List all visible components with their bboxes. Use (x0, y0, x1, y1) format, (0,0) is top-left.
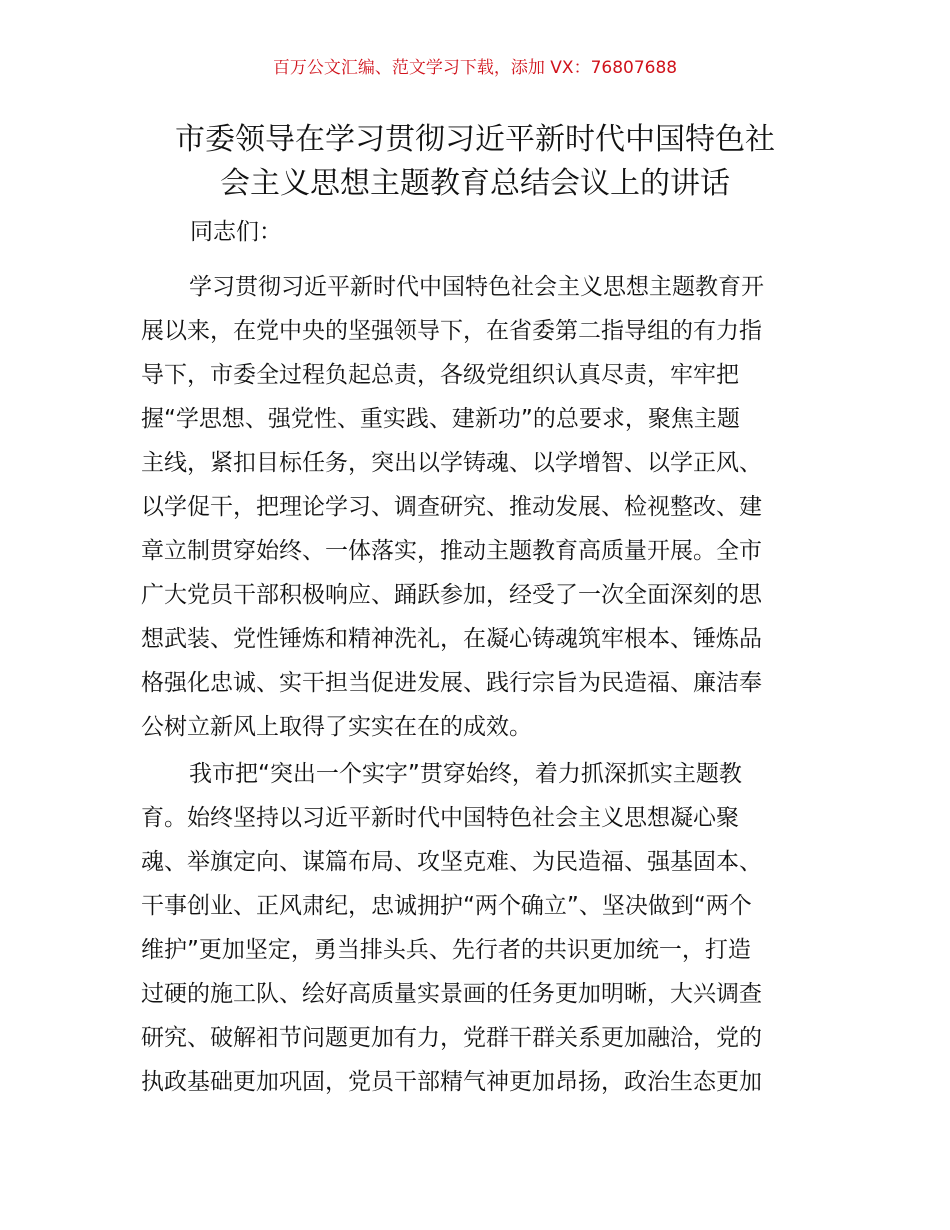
paragraph-line: 章立制贯穿始终、一体落实，推动主题教育高质量开展。全市 (141, 538, 762, 564)
salutation: 同志们： (190, 219, 282, 245)
paragraph-line: 主线，紧扣目标任务，突出以学铸魂、以学增智、以学正风、 (141, 450, 762, 476)
title-line-2: 会主义思想主题教育总结会议上的讲话 (220, 166, 730, 201)
paragraph-line: 维护”更加坚定，勇当排头兵、先行者的共识更加统一，打造 (141, 937, 751, 963)
promo-header: 百万公文汇编、范文学习下载，添加 VX：76807688 (272, 58, 678, 78)
paragraph-line: 魂、举旗定向、谋篇布局、攻坚克难、为民造福、强基固本、 (141, 849, 762, 875)
paragraph-line: 格强化忠诚、实干担当促进发展、践行宗旨为民造福、廉洁奉 (141, 670, 762, 696)
paragraph-line: 研究、破解衵节问题更加有力，党群干群关系更加融洽，党的 (141, 1025, 762, 1051)
paragraph-line: 我市把“突出一个实字”贯穿始终，着力抓深抓实主题教 (189, 761, 742, 787)
paragraph-line: 学习贯彻习近平新时代中国特色社会主义思想主题教育开 (189, 274, 764, 300)
paragraph-line: 公树立新风上取得了实实在在的成效。 (141, 714, 532, 740)
paragraph-line: 展以来，在党中央的坚强领导下，在省委第二指导组的有力指 (141, 318, 762, 344)
paragraph-line: 育。始终坚持以习近平新时代中国特色社会主义思想凝心聚 (141, 805, 739, 831)
paragraph-2 (141, 752, 811, 1104)
paragraph-line: 执政基础更加巩固，党员干部精气神更加昂扬，政治生态更加 (141, 1069, 762, 1095)
title-line-1: 市委领导在学习贯彻习近平新时代中国特色社 (175, 122, 775, 157)
paragraph-line: 广大党员干部积极响应、踊跃参加，经受了一次全面深刻的思 (141, 582, 762, 608)
paragraph-line: 握“学思想、强党性、重实践、建新功”的总要求，聚焦主题 (141, 406, 740, 432)
paragraph-line: 以学促干，把理论学习、调查研究、推动发展、检视整改、建 (141, 494, 762, 520)
paragraph-line: 想武装、党性锤炼和精神洗礼，在凝心铸魂筑牢根本、锤炼品 (141, 626, 762, 652)
paragraph-line: 导下，市委全过程负起总责，各级党组织认真尽责，牢牢把 (141, 362, 739, 388)
paragraph-1 (141, 265, 811, 749)
document-title (120, 118, 830, 206)
paragraph-line: 干事创业、正风肃纪，忠诚拥护“两个确立”、坚决做到“两个 (141, 893, 752, 919)
paragraph-line: 过硬的施工队、绘好高质量实景画的任务更加明晰，大兴调查 (141, 981, 762, 1007)
